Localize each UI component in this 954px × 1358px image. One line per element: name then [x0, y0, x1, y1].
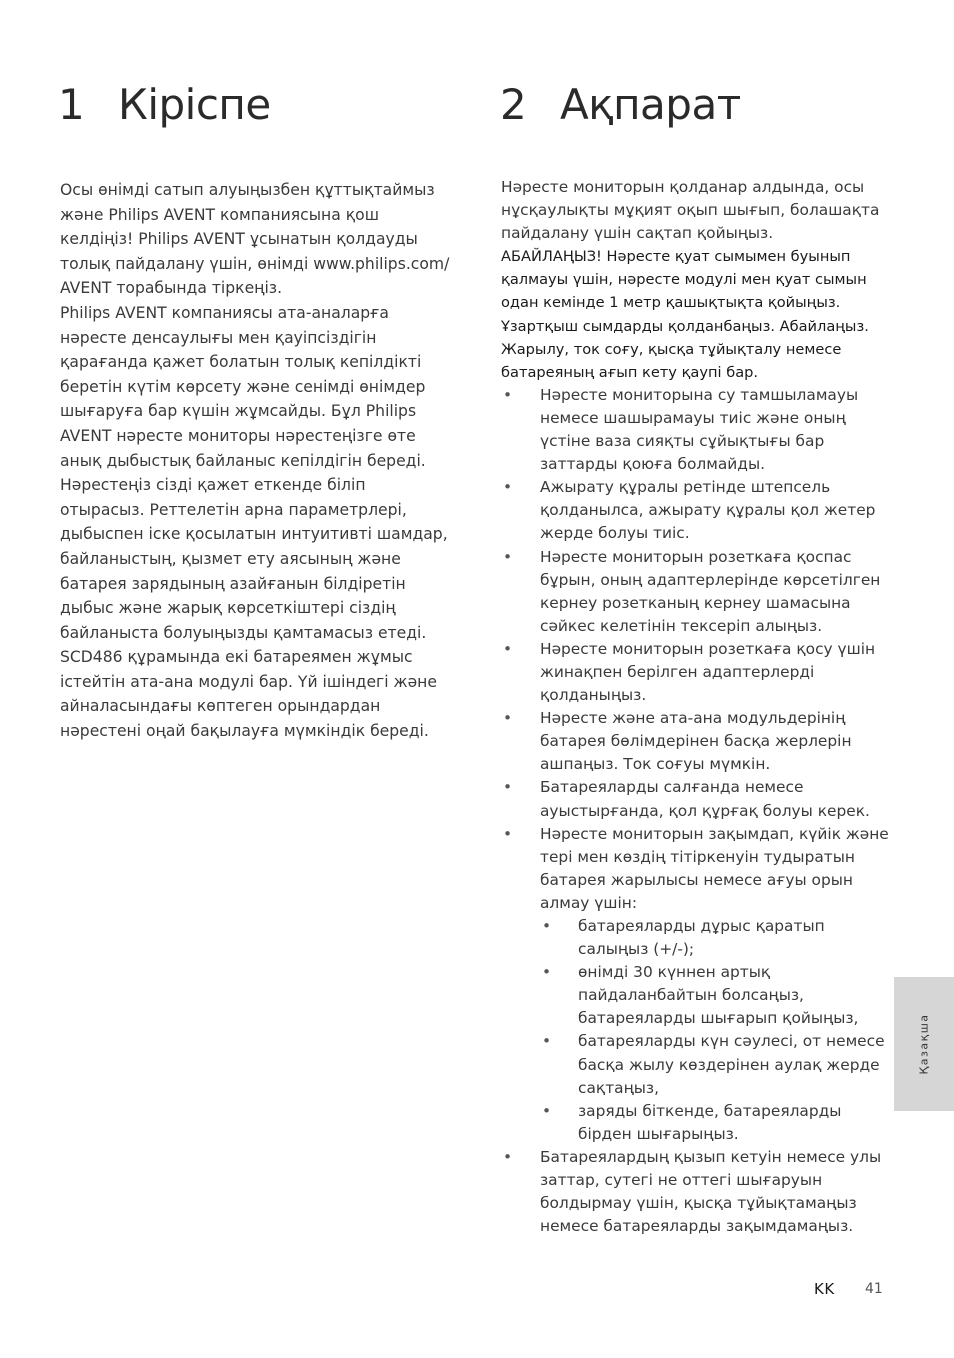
safety-list	[501, 384, 891, 1238]
sub-list-item: • батареяларды дұрыс қаратып салыңыз (+/-);	[540, 915, 891, 961]
sub-list-item: • батареяларды күн сәулесі, от немесе басқа жылу көздерінен аулақ жерде сақтаңыз,	[540, 1030, 891, 1099]
list-item: • Нәресте мониторына су тамшыламауы немесе шашырамауы тиіс және оның үстіне ваза сияқты сұйықтығы бар заттарды қоюға болмайды.	[501, 384, 891, 476]
section-2-number: 2	[500, 80, 527, 129]
section-2-body	[501, 176, 891, 1238]
language-tab-label: Қазақша	[917, 1013, 931, 1075]
page-number: 41	[865, 1281, 883, 1297]
footer-language-code: KK	[814, 1280, 835, 1298]
section-2-heading	[500, 80, 741, 130]
list-item: • Нәресте мониторын розеткаға қоспас бұрын, оның адаптерлерінде көрсетілген кернеу розетканың кернеу шамасына сәйкес келетінін тексеріп алыңыз.	[501, 546, 891, 638]
intro-paragraph: Осы өнімді сатып алуыңызбен құттықтаймыз және Philips AVENT компаниясына қош келдіңіз! Philips AVENT ұсынатын қолдауды толық пайдалану үшін, өнімді www.philips.com/ AVENT торабында тіркеңіз.	[60, 181, 450, 298]
list-item: • Нәресте мониторын зақымдап, күйік және тері мен көздің тітіркенуін тудыратын батарея жарылысы немесе ағуы орын алмау үшін: • батареяларды дұрыс қаратып салыңыз (+/-); • өнімді 30 күннен артық пайдаланбайтын болсаңыз, батареяларды шығарып қойыңыз, • батареяларды күн сәулесі, от немесе басқа жылу көздерінен аулақ жерде сақтаңыз, • заряды біткенде, батареяларды бірден шығарыңыз.	[501, 823, 891, 1146]
list-item: • Ажырату құралы ретінде штепсель қолданылса, ажырату құралы қол жетер жерде болуы тиіс.	[501, 476, 891, 545]
section-1-number: 1	[58, 80, 85, 129]
warning-text: АБАЙЛАҢЫЗ! Нәресте қуат сымымен буынып қалмауы үшін, нәресте модулі мен қуат сымын одан кемінде 1 метр қашықтықта қойыңыз. Ұзартқыш сымдарды қолданбаңыз. Абайлаңыз. Жарылу, ток соғу, қысқа тұйықталу немесе батареяның ағып кету қаупі бар.	[501, 248, 869, 381]
language-side-tab	[894, 977, 954, 1111]
battery-sub-list	[540, 915, 891, 1146]
safety-intro: Нәресте мониторын қолданар алдында, осы нұсқаулықты мұқият оқып шығып, болашақта пайдалану үшін сақтап қойыңыз.	[501, 178, 880, 243]
section-1-title: Кіріспе	[118, 80, 271, 129]
list-item: • Нәресте мониторын розеткаға қосу үшін жинақпен берілген адаптерлерді қолданыңыз.	[501, 638, 891, 707]
section-1-heading	[58, 80, 271, 130]
list-item: • Батареяларды салғанда немесе ауыстырғанда, қол құрғақ болуы керек.	[501, 776, 891, 822]
sub-list-item: • өнімді 30 күннен артық пайдаланбайтын болсаңыз, батареяларды шығарып қойыңыз,	[540, 961, 891, 1030]
description-paragraph: Philips AVENT компаниясы ата-аналарға нәресте денсаулығы мен қауіпсіздігін қарағанда қажет болатын толық кепілдікті беретін күтім көрсету және сенімді өнімдер шығаруға бар күшін жұмсайды. Бұл Philips AVENT нәресте мониторы нәрестеңізге өте анық дыбыстық байланыс кепілдігін береді. Нәрестеңіз сізді қажет еткенде біліп отырасыз. Реттелетін арна параметрлері, дыбыспен іске қосылатын интуитивті шамдар, байланыстың, қызмет ету аясының және батарея зарядының азайғанын білдіретін дыбыс және жарық көрсеткіштері сіздің байланыста болуыңызды қамтамасыз етеді. SCD486 құрамында екі батареямен жұмыс істейтін ата-ана модулі бар. Үй ішіндегі және айналасындағы көптеген орындардан нәрестені оңай бақылауға мүмкіндік береді.	[60, 303, 448, 741]
list-item: • Нәресте және ата-ана модульдерінің батарея бөлімдерінен басқа жерлерін ашпаңыз. Ток соғуы мүмкін.	[501, 707, 891, 776]
list-item: • Батареялардың қызып кетуін немесе улы заттар, сутегі не оттегі шығаруын болдырмау үшін, қысқа тұйықтамаңыз немесе батареяларды зақымдамаңыз.	[501, 1146, 891, 1238]
section-1-body	[60, 178, 452, 744]
sub-list-item: • заряды біткенде, батареяларды бірден шығарыңыз.	[540, 1100, 891, 1146]
section-2-title: Ақпарат	[560, 80, 741, 129]
